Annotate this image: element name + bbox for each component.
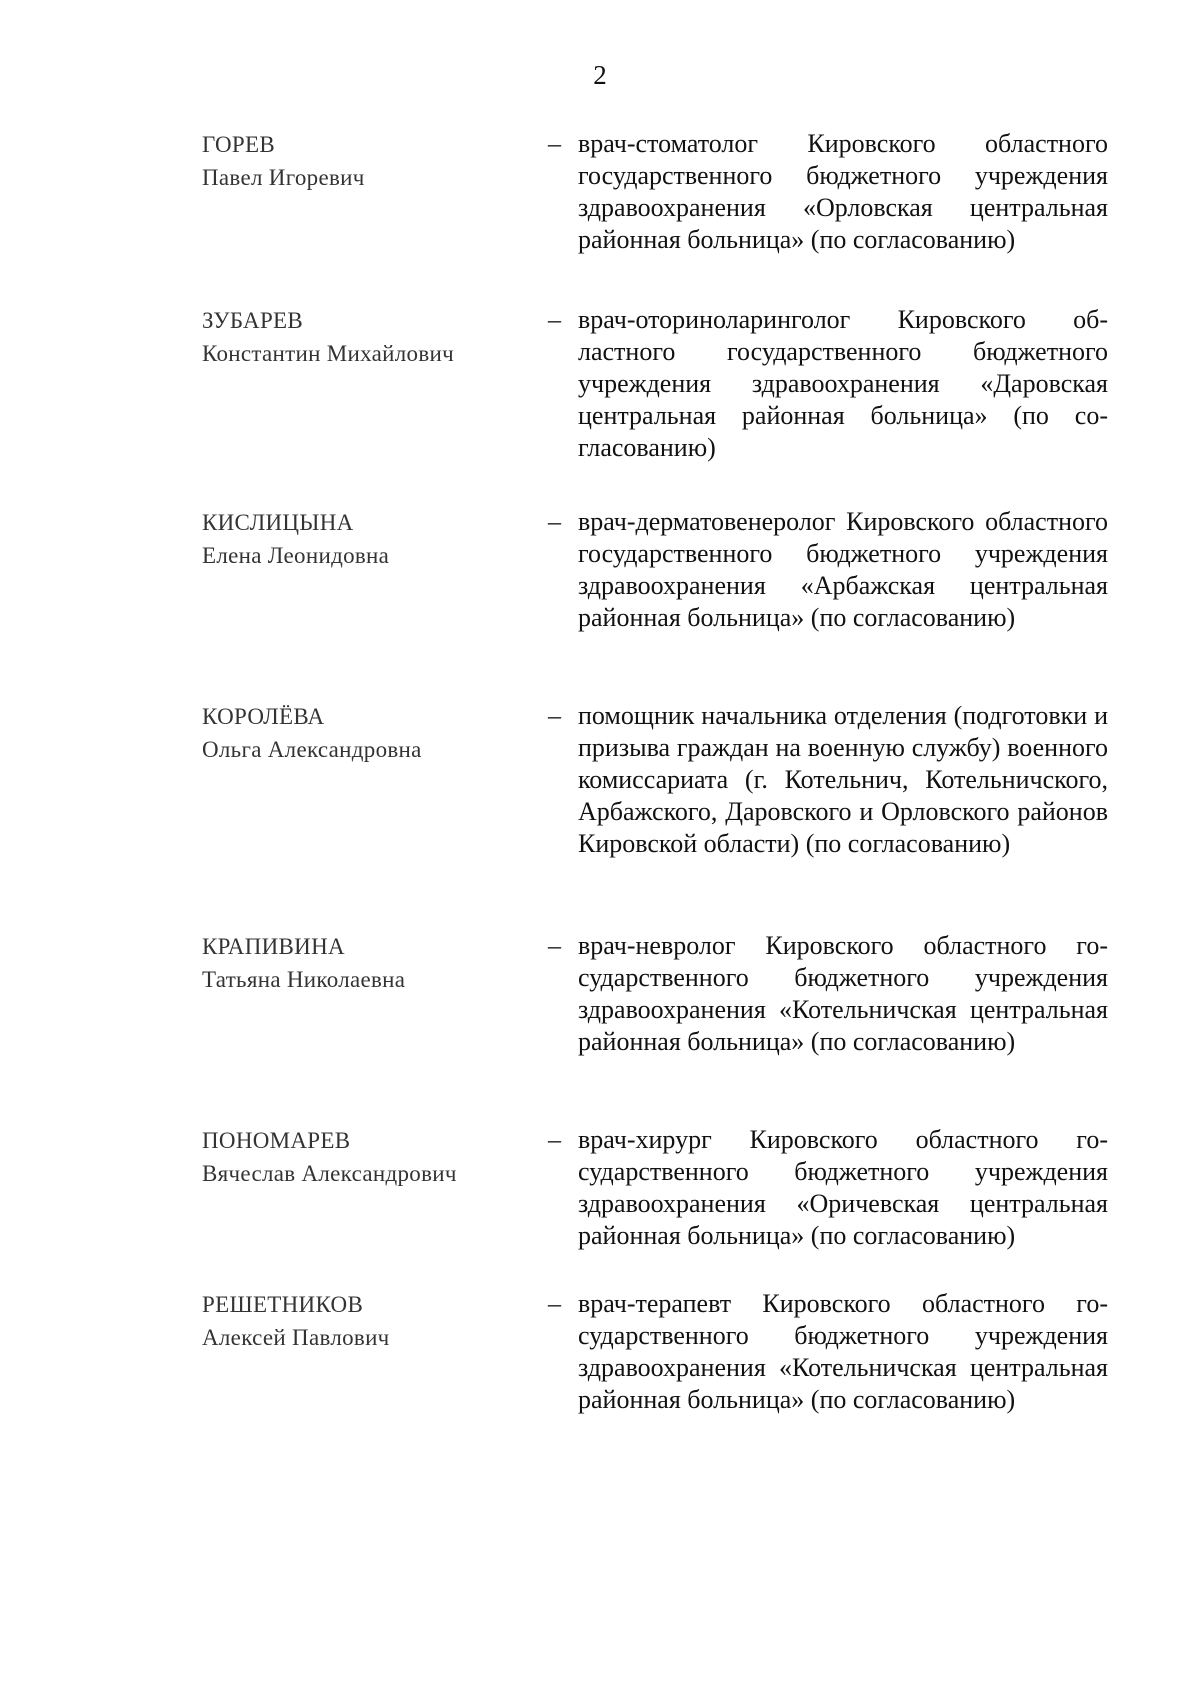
member-description: врач-хирург Кировского областного государственного бюджетного учреждения здравоохранения «Оричевская центральная районная больница» (по согласованию): [578, 1125, 1108, 1250]
member-given-name: Павел Игоревич: [202, 165, 365, 190]
member-given-name: Константин Михайлович: [202, 341, 454, 366]
member-given-name: Елена Леонидовна: [202, 543, 390, 568]
member-given-name: Татьяна Николаевна: [202, 967, 406, 992]
entry-dash: –: [548, 931, 561, 960]
member-name: [202, 1288, 542, 1354]
member-description: врач-стоматолог Кировского областного государственного бюджетного учреждения здравоохранения «Орловская центральная районная больница» (по согласованию): [578, 129, 1108, 254]
member-description: врач-дерматовенеролог Кировского областного государственного бюджетного учреждения здравоохранения «Арбажская центральная районная больница» (по согласованию): [578, 507, 1108, 632]
member-surname: ЗУБАРЕВ: [202, 308, 304, 333]
member-given-name: Алексей Павлович: [202, 1325, 390, 1350]
entry-dash: –: [548, 129, 561, 158]
member-surname: ГОРЕВ: [202, 132, 276, 157]
member-name: [202, 930, 542, 996]
member-surname: КИСЛИЦЫНА: [202, 510, 354, 535]
entry-dash: –: [548, 1289, 561, 1318]
member-description: врач-терапевт Кировского областного государственного бюджетного учреждения здравоохранения «Котельничская центральная районная больница» (по согласованию): [578, 1289, 1108, 1414]
member-given-name: Вячеслав Александрович: [202, 1161, 457, 1186]
entry-dash: –: [548, 507, 561, 536]
member-name: [202, 506, 542, 572]
member-description: врач-оториноларинголог Кировского областного государственного бюджетного учреждения здравоохранения «Даровская центральная районная больница» (по согласованию): [578, 305, 1108, 462]
page-number: 2: [593, 60, 607, 90]
member-surname: ПОНОМАРЕВ: [202, 1128, 351, 1153]
entry-dash: –: [548, 701, 561, 730]
member-description: помощник начальника отделения (подготовки и призыва граждан на военную службу) военного комиссариата (г. Котельнич, Котельничского, Арбажского, Даровского и Орловского районов Кировской области) (по согласованию): [578, 701, 1108, 858]
member-name: [202, 1124, 542, 1190]
member-name: [202, 128, 542, 194]
member-given-name: Ольга Александровна: [202, 737, 422, 762]
member-name: [202, 700, 542, 766]
member-surname: РЕШЕТНИКОВ: [202, 1292, 364, 1317]
member-surname: КРАПИВИНА: [202, 934, 345, 959]
member-description: врач-невролог Кировского областного государственного бюджетного учреждения здравоохранения «Котельничская центральная районная больница» (по согласованию): [578, 931, 1108, 1056]
member-name: [202, 304, 542, 370]
member-surname: КОРОЛЁВА: [202, 704, 325, 729]
entry-dash: –: [548, 1125, 561, 1154]
entry-dash: –: [548, 305, 561, 334]
